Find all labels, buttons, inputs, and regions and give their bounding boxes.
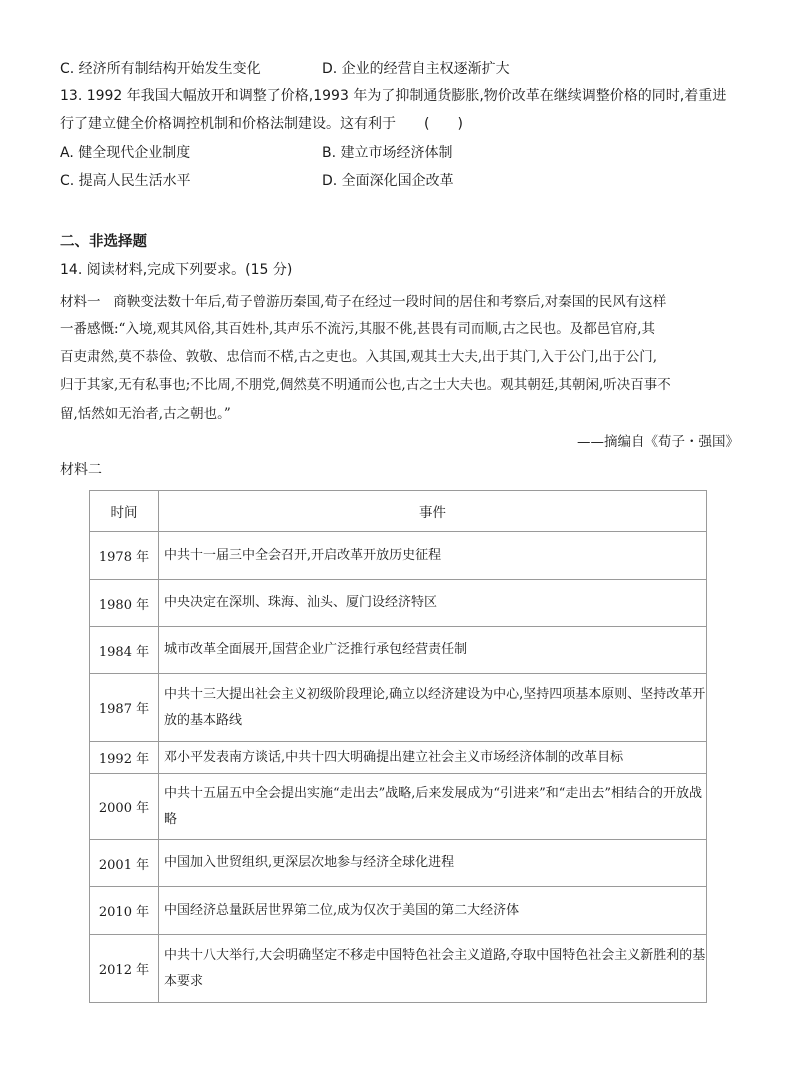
table-row [90,580,707,627]
table-cell-event: 城市改革全面展开,国营企业广泛推行承包经营责任制 [159,627,707,674]
table-cell-year: 1992 年 [90,742,159,774]
table-row [90,742,707,774]
table-cell-event: 中央决定在深圳、珠海、汕头、厦门设经济特区 [159,580,707,627]
material2-label: 材料二 [60,462,102,478]
material1-source: ——摘编自《荀子・强国》 [577,434,739,450]
material1-line-2: 一番感慨:“入境,观其风俗,其百姓朴,其声乐不流污,其服不佻,甚畏有司而顺,古之民也。及都邑官府,其 [60,321,655,337]
table-row [90,627,707,674]
table-cell-event: 邓小平发表南方谈话,中共十四大明确提出建立社会主义市场经济体制的改革目标 [159,742,707,774]
material1-line-3: 百吏肃然,莫不恭俭、敦敬、忠信而不楛,古之吏也。入其国,观其士大夫,出于其门,入于公门,出于公门, [60,349,658,365]
table-cell-event: 中国加入世贸组织,更深层次地参与经济全球化进程 [159,840,707,887]
table-cell-year: 1987 年 [90,674,159,742]
q13-option-b: B. 建立市场经济体制 [322,145,453,161]
table-cell-year: 1980 年 [90,580,159,627]
table-row [90,935,707,1003]
table-row [90,774,707,840]
q13-option-c: C. 提高人民生活水平 [60,173,191,189]
q12-option-c: C. 经济所有制结构开始发生变化 [60,61,261,77]
table-cell-event: 中共十八大举行,大会明确坚定不移走中国特色社会主义道路,夺取中国特色社会主义新胜利的基本要求 [159,935,707,1003]
table-cell-event: 中国经济总量跃居世界第二位,成为仅次于美国的第二大经济体 [159,887,707,935]
table-row [90,887,707,935]
material1-label: 材料一 [60,294,101,310]
table-row [90,532,707,580]
table-cell-year: 1978 年 [90,532,159,580]
material1-line-5: 留,恬然如无治者,古之朝也。” [60,406,231,422]
material1-line-4: 归于其家,无有私事也;不比周,不朋党,倜然莫不明通而公也,古之士大夫也。观其朝廷,其朝闲,听决百事不 [60,377,671,393]
table-cell-year: 2000 年 [90,774,159,840]
table-cell-year: 2001 年 [90,840,159,887]
table-cell-year: 2012 年 [90,935,159,1003]
section-title: 二、非选择题 [60,234,147,250]
q13-option-d: D. 全面深化国企改革 [322,173,454,189]
material1-line-1 [60,290,740,310]
q14-stem: 14. 阅读材料,完成下列要求。(15 分) [60,262,293,278]
q13-option-a: A. 健全现代企业制度 [60,145,191,161]
table-cell-event: 中共十三大提出社会主义初级阶段理论,确立以经济建设为中心,坚持四项基本原则、坚持改革开放的基本路线 [159,674,707,742]
q13-stem-line1: 13. 1992 年我国大幅放开和调整了价格,1993 年为了抑制通货膨胀,物价改革在继续调整价格的同时,着重进 [60,88,727,104]
q12-option-d: D. 企业的经营自主权逐渐扩大 [322,61,510,77]
table-row [90,674,707,742]
material1-text: 商鞅变法数十年后,荀子曾游历秦国,荀子在经过一段时间的居住和考察后,对秦国的民风有这样 [113,294,667,310]
table-cell-year: 1984 年 [90,627,159,674]
q13-stem-line2: 行了建立健全价格调控机制和价格法制建设。这有利于 ( ) [60,116,463,132]
table-cell-event: 中共十一届三中全会召开,开启改革开放历史征程 [159,532,707,580]
table-header-row [90,491,707,532]
events-table [89,490,707,1003]
table-cell-event: 中共十五届五中全会提出实施“走出去”战略,后来发展成为“引进来”和“走出去”相结合的开放战略 [159,774,707,840]
header-event: 事件 [159,491,707,532]
table-row [90,840,707,887]
table-cell-year: 2010 年 [90,887,159,935]
header-time: 时间 [90,491,159,532]
